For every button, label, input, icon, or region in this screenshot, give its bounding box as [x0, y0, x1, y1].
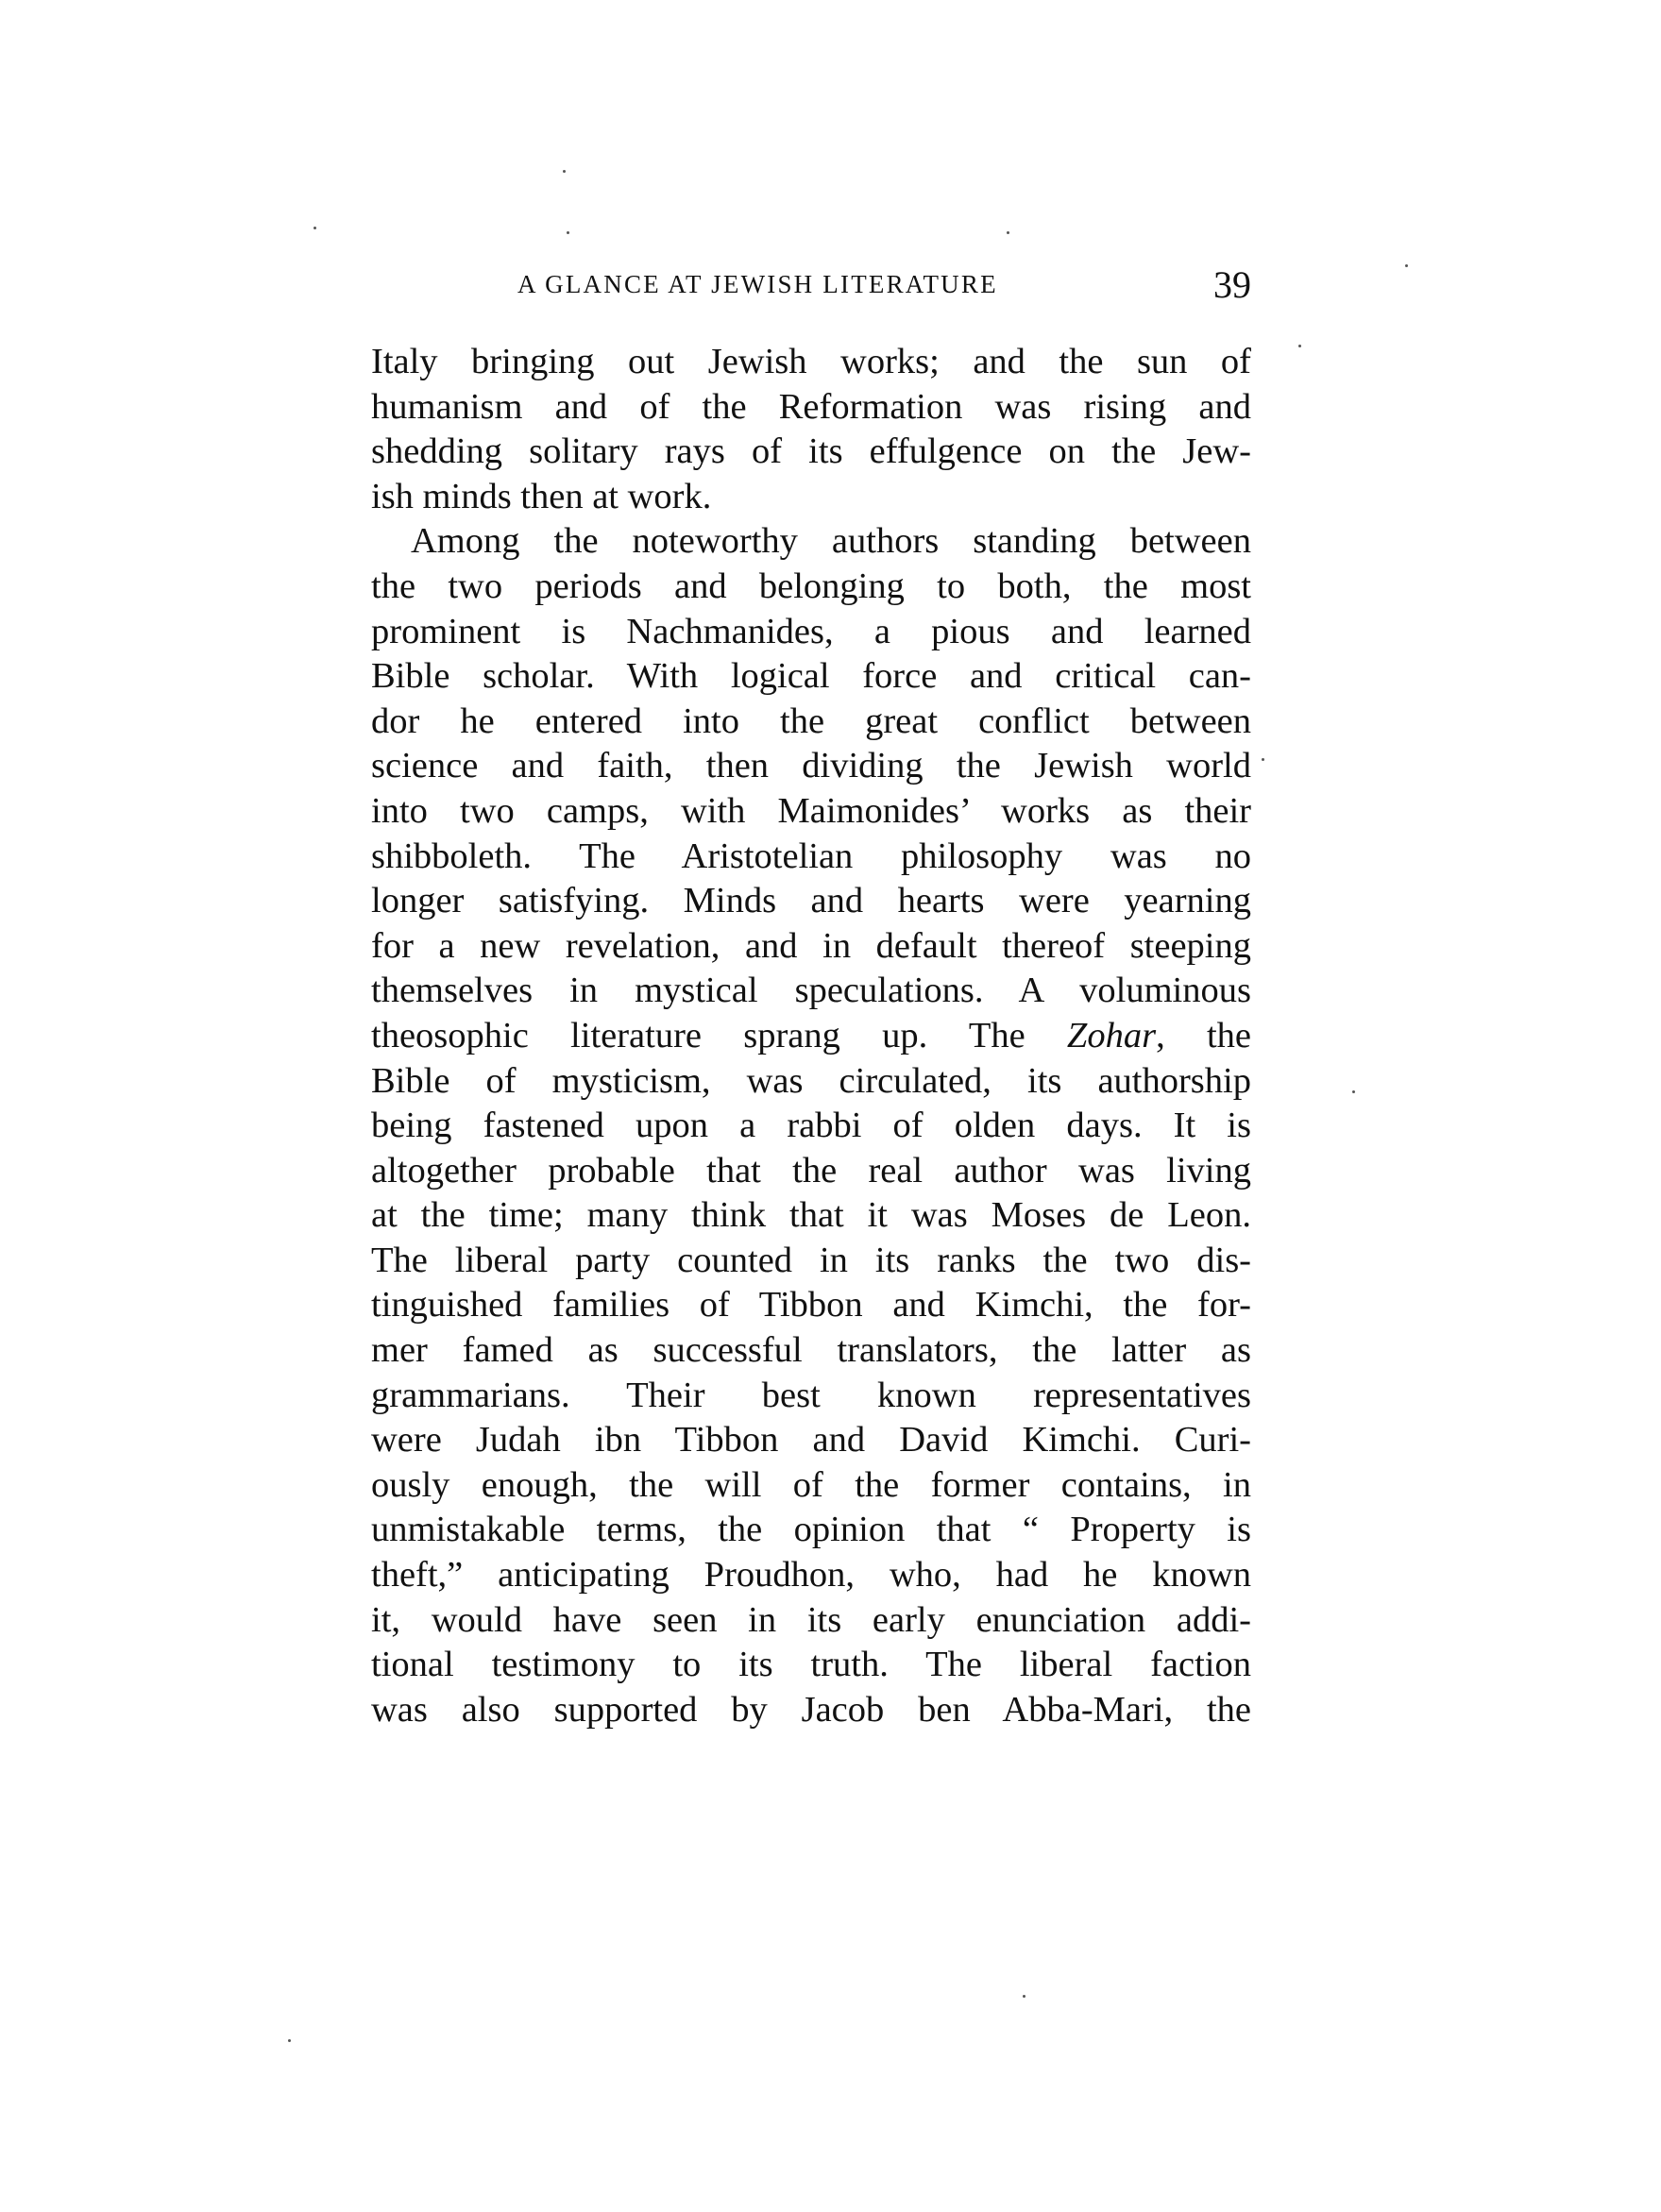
text-line: shedding solitary rays of its effulgence on the Jew-	[371, 431, 1251, 472]
body-text	[371, 340, 1251, 1732]
text-line: tional testimony to its truth. The liberal faction	[371, 1645, 1251, 1685]
scan-speck	[563, 170, 566, 173]
text-line: dor he entered into the great conflict between	[371, 701, 1251, 741]
text-line: tinguished families of Tibbon and Kimchi, the for-	[371, 1285, 1251, 1326]
paragraph	[371, 519, 1251, 1732]
scan-speck	[567, 231, 569, 234]
text-line: the two periods and belonging to both, the most	[371, 566, 1251, 606]
text-line: The liberal party counted in its ranks the two dis-	[371, 1240, 1251, 1280]
text-line: science and faith, then dividing the Jewish world	[371, 746, 1251, 786]
running-head	[371, 262, 1251, 310]
text-line: into two camps, with Maimonides’ works as their	[371, 790, 1251, 831]
scan-speck	[288, 2039, 291, 2042]
text-line: Bible scholar. With logical force and critical can-	[371, 656, 1251, 697]
page-number: 39	[1213, 263, 1251, 306]
running-title: A GLANCE AT JEWISH LITERATURE	[517, 270, 998, 298]
text-line: mer famed as successful translators, the latter as	[371, 1330, 1251, 1371]
text-line: grammarians. Their best known representatives	[371, 1375, 1251, 1415]
text-line: was also supported by Jacob ben Abba-Mari, the	[371, 1689, 1251, 1730]
scan-speck	[1298, 345, 1301, 347]
text-line: humanism and of the Reformation was rising and	[371, 386, 1251, 427]
text-line: altogether probable that the real author was living	[371, 1150, 1251, 1190]
scan-speck	[1262, 758, 1264, 761]
text-line: themselves in mystical speculations. A voluminous	[371, 971, 1251, 1011]
text-line: prominent is Nachmanides, a pious and learned	[371, 611, 1251, 651]
text-line: Italy bringing out Jewish works; and the sun of	[371, 342, 1251, 381]
text-line: theft,” anticipating Proudhon, who, had he known	[371, 1555, 1251, 1596]
text-line: ish minds then at work.	[371, 476, 712, 516]
text-line: unmistakable terms, the opinion that “ Property is	[371, 1510, 1251, 1550]
scan-speck	[1352, 1090, 1355, 1093]
scan-speck	[1405, 264, 1408, 267]
text-line: Among the noteworthy authors standing between	[411, 521, 1251, 562]
text-line: Bible of mysticism, was circulated, its authorship	[371, 1060, 1251, 1101]
text-line: ously enough, the will of the former contains, in	[371, 1464, 1251, 1505]
text-line: shibboleth. The Aristotelian philosophy was no	[371, 836, 1251, 876]
text-line: longer satisfying. Minds and hearts were yearning	[371, 881, 1251, 921]
text-line: theosophic literature sprang up. The Zohar, the	[371, 1015, 1251, 1055]
scan-speck	[1007, 231, 1009, 234]
text-line: it, would have seen in its early enunciation addi-	[371, 1599, 1251, 1640]
text-line: at the time; many think that it was Moses de Leon.	[371, 1195, 1251, 1236]
text-line: being fastened upon a rabbi of olden days. It is	[371, 1106, 1251, 1146]
italic-term: Zohar	[1066, 1015, 1157, 1055]
scan-speck	[1023, 1995, 1025, 1998]
text-line: for a new revelation, and in default thereof steeping	[371, 925, 1251, 966]
paragraph	[371, 340, 1251, 519]
scan-speck	[314, 227, 316, 229]
text-line: were Judah ibn Tibbon and David Kimchi. Curi-	[371, 1420, 1251, 1461]
